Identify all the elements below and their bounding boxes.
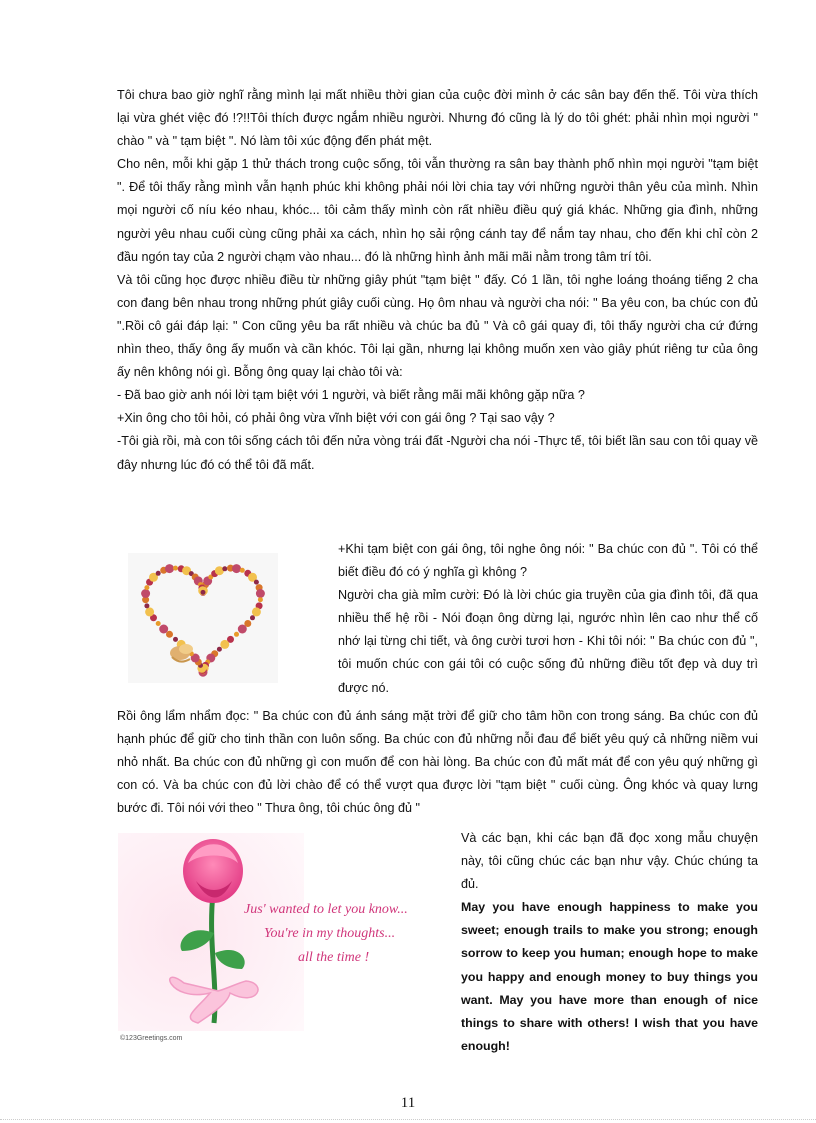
heart-flower-bead — [201, 590, 206, 595]
card-line-3: all the time ! — [298, 950, 370, 965]
heart-flower-bead — [215, 566, 224, 575]
paragraph: Và tôi cũng học được nhiều điều từ những giây phút "tạm biệt " đấy. Có 1 lần, tôi nghe loáng thoáng tiếng 2 cha con đang bên nhau trong những phút giây cuối cùng. Họ ôm nhau và người cha nói: " Ba yêu con, ba chúc con đủ ".Rồi cô gái đáp lại: " Con cũng yêu ba rất nhiều và chúc ba đủ " Và cô gái quay đi, tôi thấy người cha cứ đứng nhìn theo, thấy ông ấy muốn và cần khóc. Tôi lại gần, nhưng lại không muốn xen vào giây phút riêng tư của ông ấy nên không nói gì. Bỗng ông quay lại chào tôi và: — [117, 272, 758, 380]
heart-flower-bead — [220, 640, 229, 649]
card-line-1: Jus' wanted to let you know... — [244, 902, 408, 917]
heart-flower-bead — [159, 625, 168, 634]
paragraph: Cho nên, mỗi khi gặp 1 thử thách trong cuộc sống, tôi vẫn thường ra sân bay thành phố nhìn mọi người "tạm biệt ". Để tôi thấy rằng mình vẫn hạnh phúc khi không phải nói lời chia tay với những người thân yêu của mình. Nhìn mọi người cố níu kéo nhau, khóc... tôi cảm thấy mình còn rất nhiều điều quý giá khác. Những gia đình, những người yêu nhau cuối cùng cũng phải xa cách, nhìn họ sải rộng cánh tay để nắm tay nhau, cho đến khi chỉ còn 2 đầu ngón tay của 2 người chạm vào nhau... đó là những hình ảnh mãi mãi nằm trong tâm trí tôi. — [117, 157, 758, 264]
page-number: 11 — [400, 1095, 416, 1111]
body-text-closing — [461, 827, 758, 1058]
flower-heart-image — [128, 553, 278, 683]
heart-flower-bead — [232, 564, 241, 573]
heart-flower-bead — [144, 585, 149, 590]
heart-flower-bead — [256, 589, 265, 598]
heart-flower-bead — [217, 647, 222, 652]
heart-flower-bead — [254, 580, 259, 585]
footer-divider — [0, 1119, 816, 1120]
card-credit: ©123Greetings.com — [120, 1035, 183, 1042]
heart-flower-bead — [234, 632, 239, 637]
heart-flower-bead — [144, 603, 149, 608]
paragraph: Rồi ông lẩm nhẩm đọc: " Ba chúc con đủ ánh sáng mặt trời để giữ cho tâm hồn con trong sáng. Ba chúc con đủ hạnh phúc để giữ cho tinh thần con luôn sống. Ba chúc con đủ những nỗi đau để biết yêu quý cả những niềm vui nhỏ nhất. Ba chúc con đủ những gì con muốn để con hài lòng. Ba chúc con đủ mất mát để con yêu quý những gì con có. Và ba chúc con đủ lời chào để có thể vượt qua được lời "tạm biệt " cuối cùng. Ông khóc và quay lưng bước đi. Tôi nói với theo " Thưa ông, tôi chúc ông đủ " — [117, 709, 758, 816]
paragraph: +Xin ông cho tôi hỏi, có phải ông vừa vĩnh biệt với con gái ông ? Tại sao vậy ? — [117, 411, 555, 426]
english-wish-paragraph: May you have enough happiness to make you sweet; enough trails to make you strong; enough sorrow to keep you human; enough hope to make you happy and enough money to buy things you want. May you have more than enough of nice things to share with others! I wish that you have enough! — [461, 900, 758, 1053]
heart-flower-bead — [258, 597, 263, 602]
card-line-2: You're in my thoughts... — [264, 926, 396, 941]
heart-flower-bead — [250, 615, 255, 620]
paragraph: -Tôi già rồi, mà con tôi sống cách tôi đến nửa vòng trái đất -Người cha nói -Thực tế, tôi biết lần sau con tôi quay về đây nhưng lúc đó có thể tôi đã mất. — [117, 434, 758, 472]
heart-flower-bead — [156, 571, 161, 576]
paragraph: Và các bạn, khi các bạn đã đọc xong mẫu chuyện này, tôi cũng chúc các bạn như vậy. Chúc chúng ta đủ. — [461, 831, 758, 892]
body-text-top — [117, 84, 758, 477]
heart-flower-bead — [222, 566, 227, 571]
body-text-wide — [117, 705, 758, 820]
heart-flower-bead — [156, 621, 161, 626]
heart-flower-bead — [145, 607, 154, 616]
heart-flower-bead — [252, 607, 261, 616]
body-text-middle — [338, 538, 758, 700]
rose-greeting-card-image — [118, 833, 456, 1045]
heart-flower-bead — [165, 564, 174, 573]
heart-flower-bead — [141, 589, 150, 598]
paragraph: Tôi chưa bao giờ nghĩ rằng mình lại mất nhiều thời gian của cuộc đời mình ở các sân bay đến thế. Tôi vừa thích lại vừa ghét việc đó !?!!Tôi thích được ngắm nhiều người. Nhưng đó cũng là lý do tôi ghét: phải nhìn mọi người " chào " và " tạm biệt ". Nó làm tôi xúc động đến phát mệt. — [117, 88, 758, 149]
paragraph: Người cha già mỉm cười: Đó là lời chúc gia truyền của gia đình tôi, đã qua nhiều thế hệ rồi - Nói đoạn ông dừng lại, ngước nhìn lên cao như thể cố nhớ lại từng chi tiết, và ông cười tươi hơn - Khi tôi nói: " Ba chúc con đủ ", tôi muốn chúc con gái tôi có cuộc sống đủ những điều tốt đẹp và duy trì được nó. — [338, 588, 758, 695]
heart-flower-bead — [238, 625, 247, 634]
heart-flower-bead — [173, 637, 178, 642]
paragraph: +Khi tạm biệt con gái ông, tôi nghe ông nói: " Ba chúc con đủ ". Tôi có thể biết điều đó có ý nghĩa gì không ? — [338, 542, 758, 580]
heart-flower-bead — [173, 566, 178, 571]
heart-flower-bead — [240, 568, 245, 573]
paragraph: - Đã bao giờ anh nói lời tạm biệt với 1 người, và biết rằng mãi mãi không gặp nữa ? — [117, 388, 585, 403]
